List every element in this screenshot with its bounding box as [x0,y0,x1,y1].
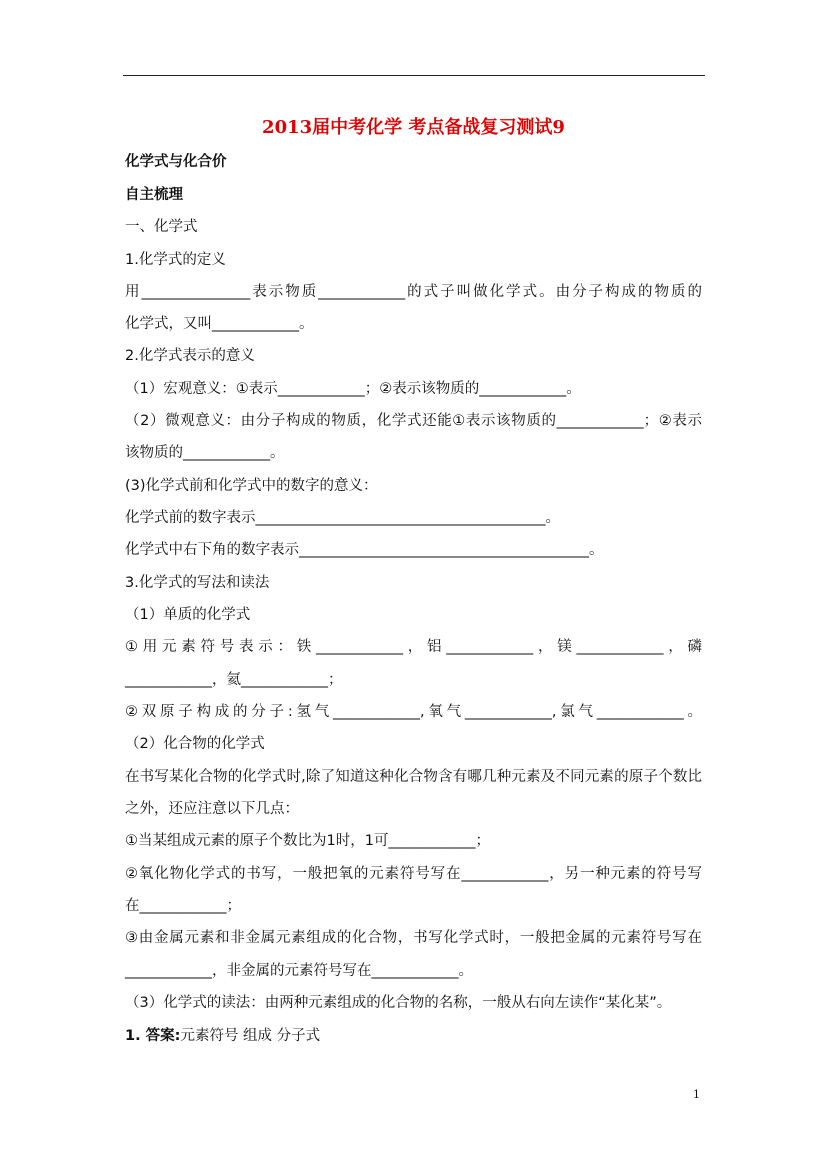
text-line: ②双原子构成的分子:氢气____________,氧气____________,氯气____________。 [125,704,702,720]
text-line: （3）化学式的读法：由两种元素组成的化合物的名称，一般从右向左读作“某化某”。 [125,995,672,1011]
text-line: ____________，非金属的元素符号写在____________。 [125,963,473,979]
text-line: （1）单质的化学式 [125,607,251,623]
text-line: 3.化学式的写法和读法 [125,575,270,591]
text-line: 在____________； [125,898,241,914]
text-line: 化学式中右下角的数字表示________________________________________。 [125,542,604,558]
text-line: 该物质的____________。 [125,445,285,461]
text-line: 之外，还应注意以下几点： [125,801,299,817]
text-line: ①当某组成元素的原子个数比为1时，1可____________； [125,833,490,849]
page-number: 1 [693,1088,700,1101]
text-line: ②氧化物化学式的书写，一般把氧的元素符号写在____________，另一种元素的符号写 [125,866,702,882]
text-line: 在书写某化合物的化学式时,除了知道这种化合物含有哪几种元素及不同元素的原子个数比 [125,769,702,785]
header-rule [123,75,705,76]
section-heading: 自主梳理 [125,187,183,203]
text-line: （2）化合物的化学式 [125,736,265,752]
text-line: ①用元素符号表示：铁____________，铝____________，镁____________，磷 [125,639,702,655]
text-line: 化学式，又叫____________。 [125,316,314,332]
text-line: ____________，氦____________； [125,672,343,688]
text-line: 2.化学式表示的意义 [125,348,255,364]
text-line: 一、化学式 [125,219,198,235]
text-line: 1.化学式的定义 [125,252,226,268]
section-heading: 化学式与化合价 [125,154,227,170]
answer-label: 1. 答案: [125,1028,181,1044]
answer-text: 元素符号 组成 分子式 [180,1028,321,1044]
text-line: （2）微观意义：由分子构成的物质，化学式还能①表示该物质的____________；②表示 [125,413,702,429]
text-line: 用_______________表示物质____________的式子叫做化学式。由分子构成的物质的 [125,284,702,300]
text-line: 化学式前的数字表示________________________________________。 [125,510,560,526]
answer-line [125,1026,320,1046]
text-line: （1）宏观意义：①表示____________；②表示该物质的____________。 [125,381,581,397]
text-line: ③由金属元素和非金属元素组成的化合物，书写化学式时，一般把金属的元素符号写在 [125,930,702,946]
text-line: (3)化学式前和化学式中的数字的意义： [125,478,378,494]
document-title: 2013届中考化学 考点备战复习测试9 [262,117,565,138]
